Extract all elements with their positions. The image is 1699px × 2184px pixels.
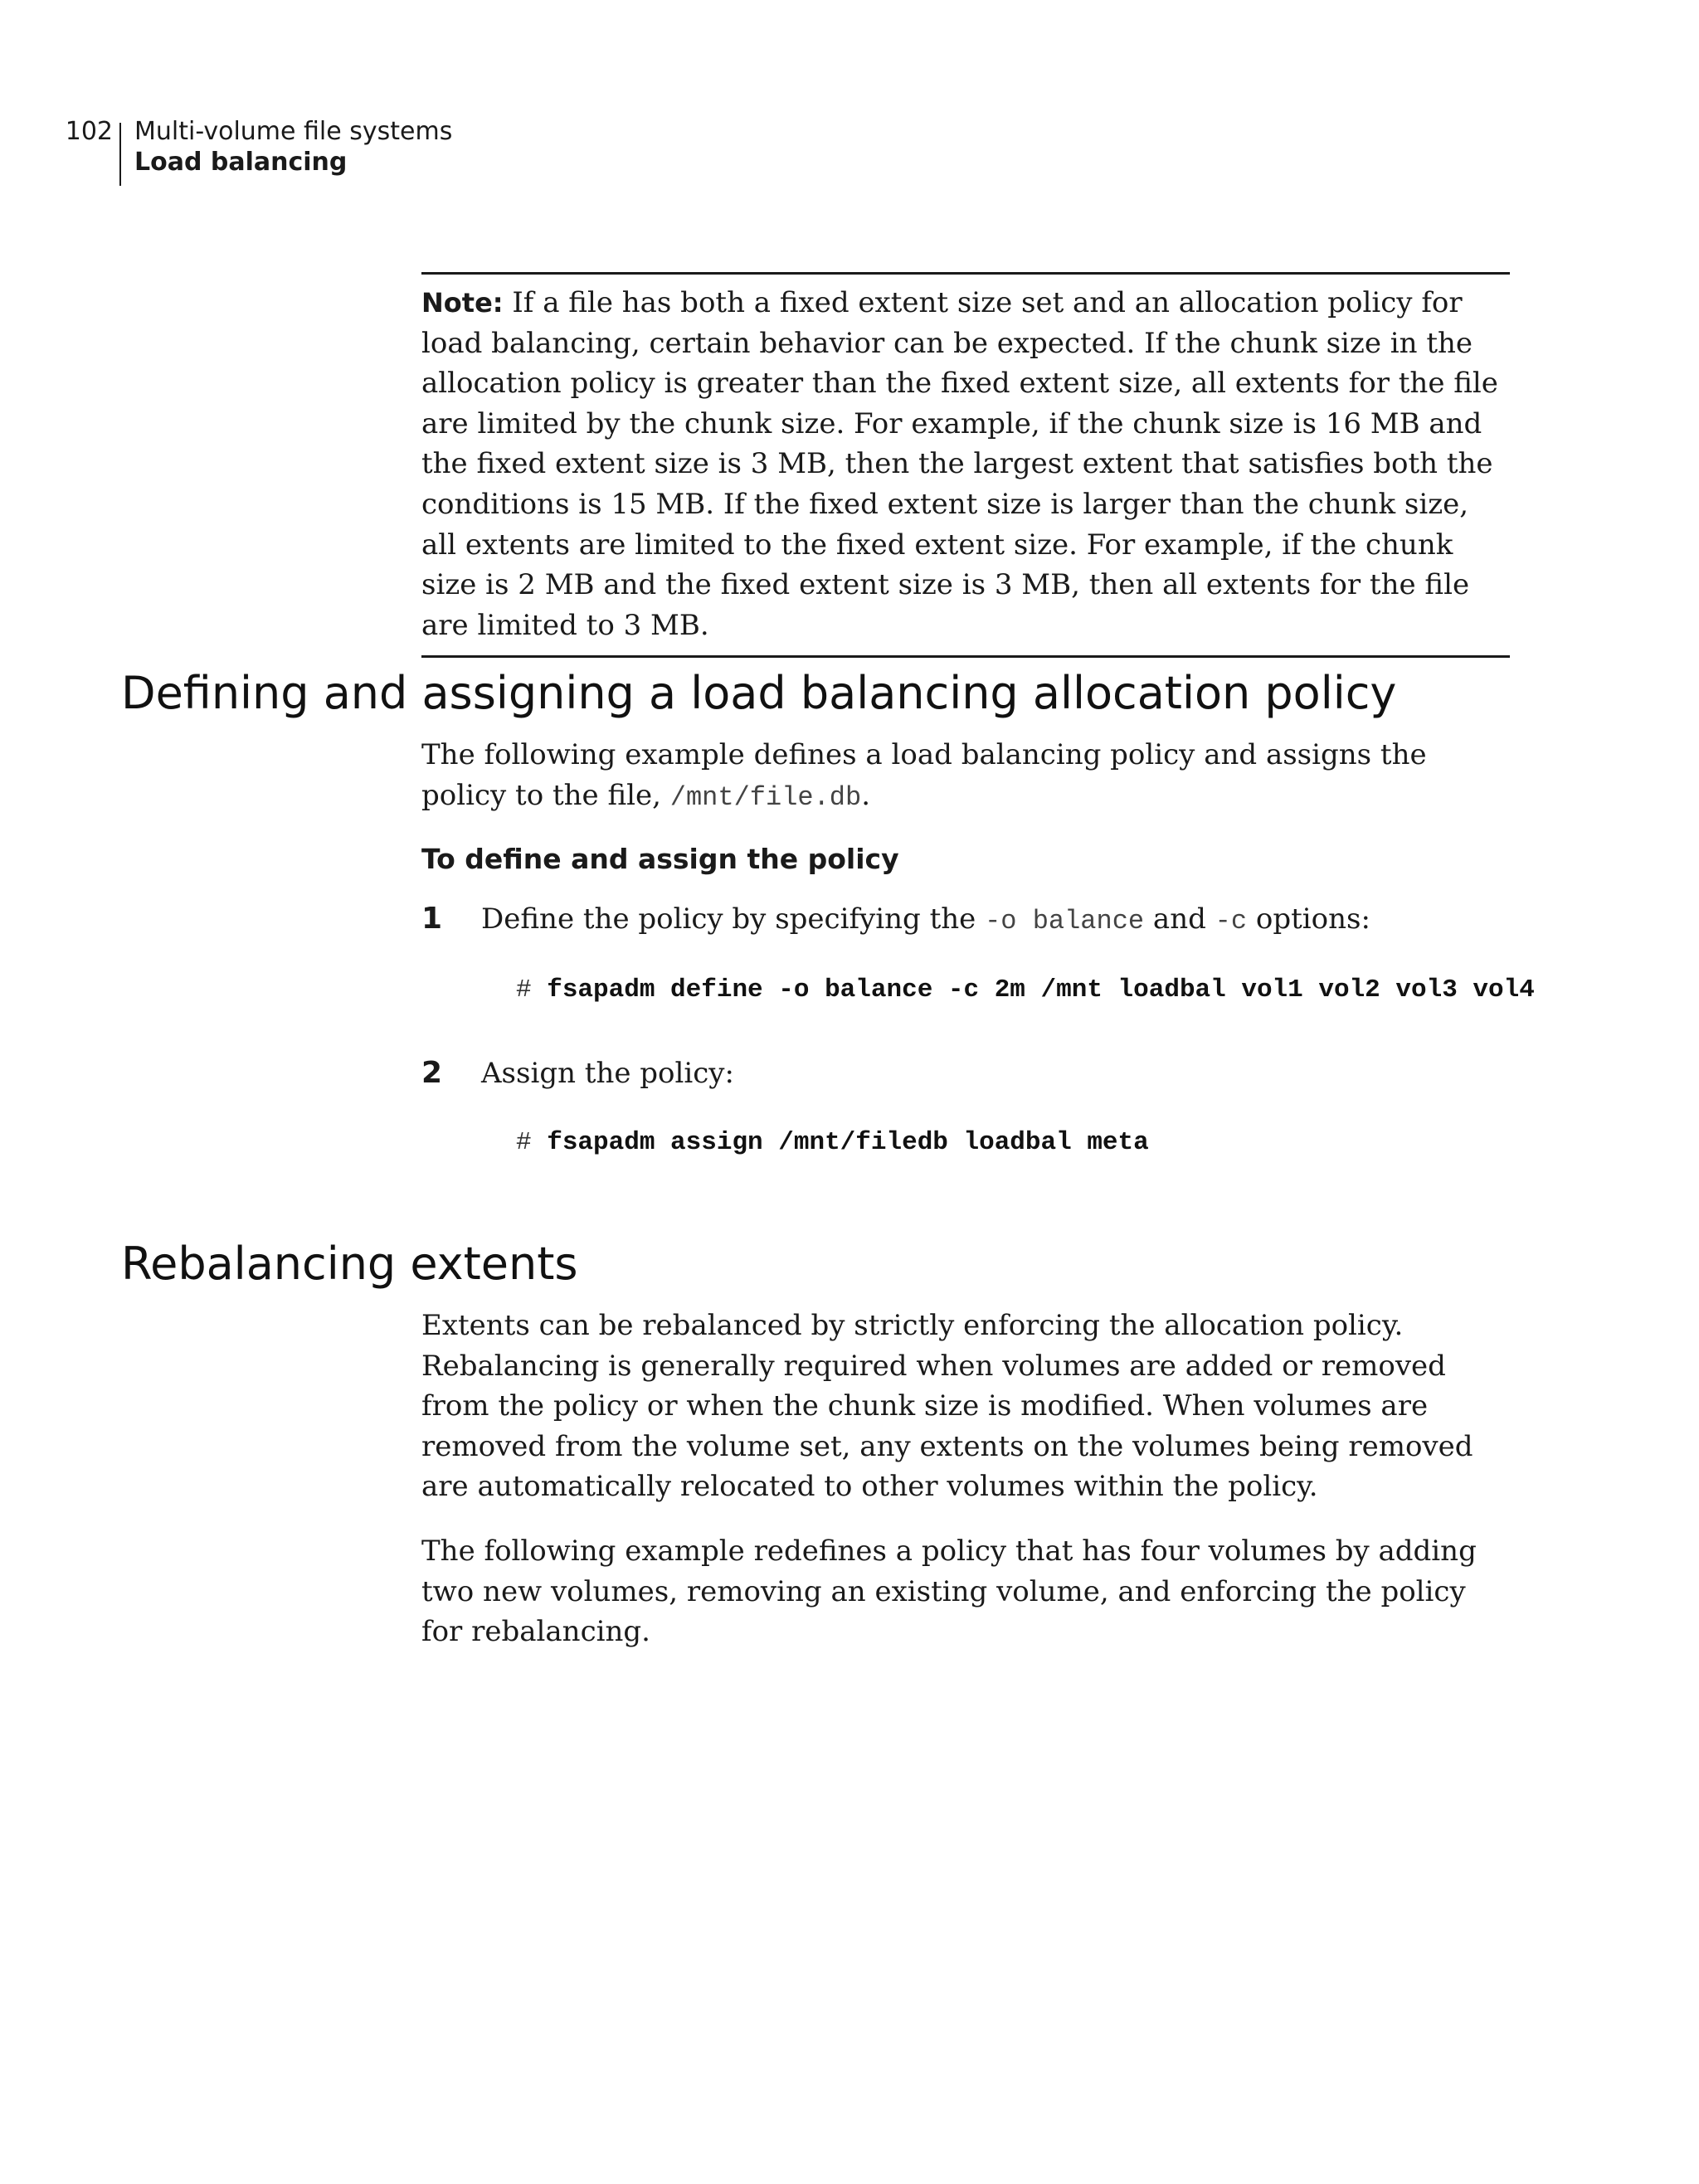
step-text-part: Define the policy by specifying the — [481, 902, 986, 936]
command-line — [516, 974, 1535, 1007]
note-box — [421, 272, 1510, 658]
procedure-heading: To define and assign the policy — [421, 843, 899, 875]
command-text: fsapadm assign /mnt/filedb loadbal meta — [547, 1128, 1149, 1157]
header-chapter-title: Multi-volume file systems — [134, 117, 453, 146]
body-paragraph: Extents can be rebalanced by strictly enforcing the allocation policy. Rebalancing is generally required when volumes are added or removed from the policy or when the chunk size is modified. When volumes are removed from the volume set, any extents on the volumes being removed are automatically relocated to other volumes within the policy. — [421, 1309, 1473, 1504]
note-text: If a file has both a fixed extent size set and an allocation policy for load balancing, certain behavior can be expected. If the chunk size in the allocation policy is greater than the fixed extent size, all extents for the file are limited by the chunk size. For example, if the chunk size is 16 MB and the fixed extent size is 3 MB, then the largest extent that satisfies both the conditions is 15 MB. If the fixed extent size is larger than the chunk size, all extents are limited to the fixed extent size. For example, if the chunk size is 2 MB and the fixed extent size is 3 MB, then all extents for the file are limited to 3 MB. — [421, 286, 1498, 642]
step-text: Assign the policy: — [481, 1057, 734, 1090]
option-code: -o balance — [985, 906, 1145, 936]
section-intro — [421, 735, 1513, 818]
step-text-part: options: — [1247, 902, 1370, 936]
step-number: 2 — [421, 1056, 443, 1090]
step-text — [481, 899, 1370, 941]
note-label: Note: — [421, 287, 504, 319]
section-heading-rebalancing-extents: Rebalancing extents — [121, 1238, 578, 1290]
section-heading-load-balancing-policy: Defining and assigning a load balancing allocation policy — [121, 667, 1397, 719]
intro-text-end: . — [861, 778, 871, 812]
command-text: fsapadm define -o balance -c 2m /mnt loadbal vol1 vol2 vol3 vol4 — [547, 975, 1535, 1004]
command-line — [516, 1126, 1149, 1160]
shell-prompt: # — [516, 1128, 532, 1157]
intro-text: The following example defines a load balancing policy and assigns the policy to the file, — [421, 738, 1427, 812]
step-number: 1 — [421, 902, 443, 936]
body-paragraph: The following example redefines a policy that has four volumes by adding two new volumes, removing an existing volume, and enforcing the policy for rebalancing. — [421, 1535, 1477, 1649]
header-divider — [119, 123, 121, 186]
intro-file-path: /mnt/file.db — [669, 781, 862, 813]
page-number: 102 — [65, 117, 113, 146]
option-code: -c — [1215, 906, 1248, 936]
shell-prompt: # — [516, 975, 532, 1004]
header-section-title: Load balancing — [134, 148, 348, 177]
step-text-part: and — [1144, 902, 1215, 936]
